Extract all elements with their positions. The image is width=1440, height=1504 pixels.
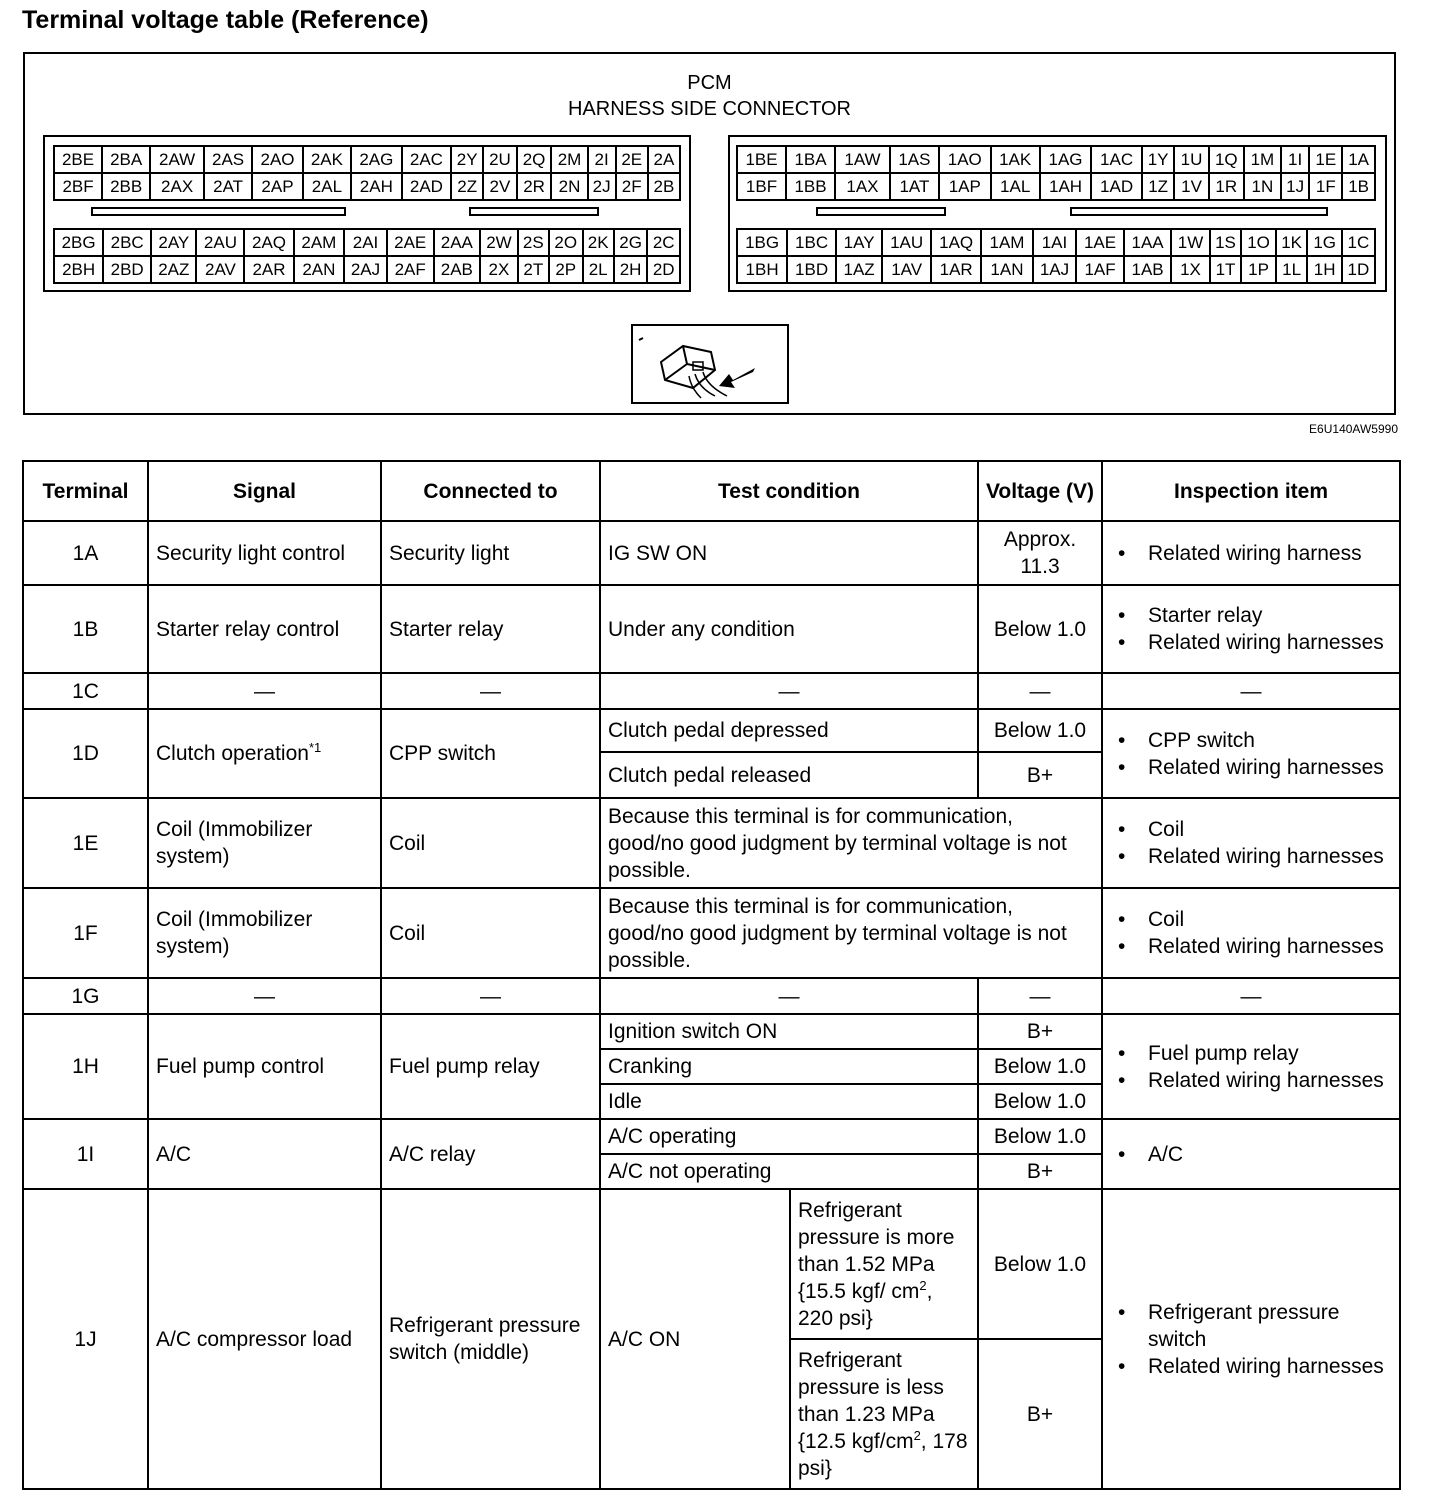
inspection-item: • Fuel pump relay <box>1148 1040 1392 1067</box>
connector-pin: 1AR <box>931 256 981 283</box>
voltage-cell: B+ <box>978 1014 1102 1049</box>
table-row <box>23 709 1400 752</box>
dash-cell: — <box>1102 978 1400 1014</box>
voltage-cell: B+ <box>978 1339 1102 1489</box>
footnote-mark: *1 <box>308 740 322 755</box>
connector-pin: 1D <box>1342 256 1375 283</box>
connector-pin: 1AI <box>1033 229 1077 256</box>
signal-cell: Coil (Immobilizer system) <box>148 888 381 978</box>
connector-pin: 1AO <box>939 146 991 173</box>
condition-cell: Under any condition <box>600 585 978 673</box>
connector-pin: 2R <box>517 173 552 200</box>
connector-pin: 2AB <box>434 256 481 283</box>
right-connector-upper-block <box>736 145 1376 201</box>
terminal-cell: 1C <box>23 673 148 709</box>
condition-cell: Clutch pedal released <box>600 752 978 798</box>
inspection-item: • Related wiring harnesses <box>1148 1067 1392 1094</box>
connector-pin: 1B <box>1342 173 1375 200</box>
note-cell: Because this terminal is for communication, good/no good judgment by terminal voltage is not possible. <box>600 888 1102 978</box>
connector-pin: 1AW <box>835 146 890 173</box>
signal-cell: Coil (Immobilizer system) <box>148 798 381 888</box>
connector-diagram <box>23 52 1396 415</box>
dash-cell: — <box>600 673 978 709</box>
figure-code: E6U140AW5990 <box>1309 422 1398 436</box>
sub-condition-cell <box>790 1339 978 1489</box>
connector-pin: 2AM <box>294 229 345 256</box>
connector-pin: 1A <box>1342 146 1375 173</box>
inspection-cell <box>1102 521 1400 585</box>
connector-pin: 2AF <box>387 256 434 283</box>
connector-pin: 2M <box>551 146 587 173</box>
connected-to-cell: CPP switch <box>381 709 600 798</box>
connector-pin: 1X <box>1171 256 1209 283</box>
latch-marker <box>469 207 599 216</box>
sub-condition-text: Refrigerant pressure is less than 1.23 MPa {12.5 kgf/cm <box>798 1348 944 1453</box>
connector-pin: 1K <box>1276 229 1308 256</box>
connector-pin: 2X <box>480 256 518 283</box>
voltage-cell: Below 1.0 <box>978 1189 1102 1339</box>
connector-pin: 2AN <box>294 256 345 283</box>
superscript: 2 <box>913 1427 921 1443</box>
dash-cell: — <box>600 978 978 1014</box>
sub-condition-tail: , 220 psi} <box>798 1279 933 1330</box>
connector-pin: 2AJ <box>344 256 387 283</box>
inspection-item: • Starter relay <box>1148 602 1392 629</box>
connector-pin: 1AE <box>1076 229 1124 256</box>
connector-pin: 2K <box>583 229 614 256</box>
inspection-cell <box>1102 709 1400 798</box>
connector-pin: 2BE <box>54 146 102 173</box>
terminal-cell: 1H <box>23 1014 148 1119</box>
connector-pin: 2AD <box>402 173 451 200</box>
connector-pin: 1G <box>1307 229 1341 256</box>
connector-pin: 1O <box>1241 229 1275 256</box>
connector-pin: 2AZ <box>151 256 196 283</box>
connector-pin: 1BB <box>786 173 835 200</box>
inspection-item: • Related wiring harnesses <box>1148 629 1392 656</box>
connector-pin: 2BB <box>102 173 150 200</box>
connector-pin: 1AA <box>1124 229 1172 256</box>
signal-text: Clutch operation <box>156 742 309 765</box>
connector-pin: 1BH <box>737 256 787 283</box>
condition-cell: Idle <box>600 1084 978 1119</box>
condition-cell: Cranking <box>600 1049 978 1084</box>
connector-pin: 1C <box>1342 229 1375 256</box>
connector-pin: 2BD <box>103 256 151 283</box>
inspection-cell <box>1102 1189 1400 1489</box>
inspection-item: • Related wiring harnesses <box>1148 754 1392 781</box>
connector-pin: 1AM <box>981 229 1032 256</box>
left-connector-lower-block <box>53 228 681 284</box>
left-connector-pin-row <box>54 229 680 256</box>
connected-to-cell: Coil <box>381 798 600 888</box>
inspection-item: • Coil <box>1148 816 1392 843</box>
connector-pin: 2Q <box>517 146 552 173</box>
connector-pin: 1BF <box>737 173 786 200</box>
left-connector-pin-row <box>54 146 680 173</box>
connected-to-cell: Starter relay <box>381 585 600 673</box>
inspection-item: • Coil <box>1148 906 1392 933</box>
header-connected-to: Connected to <box>381 461 600 521</box>
connector-pin: 1BE <box>737 146 786 173</box>
terminal-cell: 1D <box>23 709 148 798</box>
connector-pin: 2Y <box>451 146 483 173</box>
inspection-cell <box>1102 888 1400 978</box>
connector-pin: 2AY <box>151 229 196 256</box>
connector-pin: 1BD <box>787 256 836 283</box>
condition-cell: IG SW ON <box>600 521 978 585</box>
connector-pin: 2AO <box>252 146 303 173</box>
connector-pin: 1AJ <box>1033 256 1077 283</box>
note-cell: Because this terminal is for communication, good/no good judgment by terminal voltage is not possible. <box>600 798 1102 888</box>
left-connector <box>43 135 691 292</box>
header-terminal: Terminal <box>23 461 148 521</box>
connector-pin: 2AP <box>252 173 303 200</box>
connector-pin: 1AZ <box>836 256 882 283</box>
connector-pin: 1AL <box>991 173 1040 200</box>
connector-pin: 2BG <box>54 229 103 256</box>
connector-pin: 1T <box>1210 256 1242 283</box>
latch-marker <box>816 207 946 216</box>
connector-pin: 1AB <box>1124 256 1172 283</box>
connector-pin: 2AH <box>351 173 402 200</box>
connector-pin: 1U <box>1174 146 1208 173</box>
sub-condition-cell <box>790 1189 978 1339</box>
connector-pin: 1F <box>1309 173 1342 200</box>
connector-pin: 2A <box>648 146 680 173</box>
signal-cell: A/C <box>148 1119 381 1189</box>
harness-side-view-icon <box>631 324 789 404</box>
connector-pin: 2AE <box>387 229 434 256</box>
connector-pin: 2BC <box>103 229 151 256</box>
connector-pin: 2AI <box>344 229 387 256</box>
table-row <box>23 1014 1400 1049</box>
connector-pin: 2V <box>483 173 516 200</box>
connector-pin: 1BC <box>787 229 836 256</box>
connector-pin: 1S <box>1210 229 1242 256</box>
connector-pin: 1AN <box>981 256 1032 283</box>
right-connector-pin-row <box>737 146 1375 173</box>
connector-pin: 2G <box>614 229 648 256</box>
connector-pin: 2AC <box>402 146 451 173</box>
inspection-cell <box>1102 798 1400 888</box>
connected-to-cell: Fuel pump relay <box>381 1014 600 1119</box>
condition-cell: A/C ON <box>600 1189 790 1489</box>
voltage-cell: B+ <box>978 752 1102 798</box>
condition-cell: Clutch pedal depressed <box>600 709 978 752</box>
voltage-cell: Below 1.0 <box>978 1119 1102 1154</box>
terminal-voltage-table <box>22 460 1401 1490</box>
connector-pin: 1Z <box>1142 173 1175 200</box>
inspection-item: • Refrigerant pressure switch <box>1148 1299 1392 1353</box>
inspection-item: • Related wiring harness <box>1148 540 1392 567</box>
connector-pin: 1P <box>1241 256 1275 283</box>
connector-pin: 2U <box>483 146 516 173</box>
voltage-cell: Below 1.0 <box>978 709 1102 752</box>
connector-pin: 2AG <box>351 146 402 173</box>
voltage-cell: Approx. 11.3 <box>978 521 1102 585</box>
page-title: Terminal voltage table (Reference) <box>22 6 429 34</box>
table-row <box>23 585 1400 673</box>
terminal-cell: 1J <box>23 1189 148 1489</box>
connector-pin: 2AA <box>434 229 481 256</box>
connector-pin: 2P <box>549 256 583 283</box>
connector-pin: 2L <box>583 256 614 283</box>
dash-cell: — <box>1102 673 1400 709</box>
connector-pin: 1AK <box>991 146 1040 173</box>
connector-pin: 2J <box>588 173 616 200</box>
header-signal: Signal <box>148 461 381 521</box>
inspection-item: • Related wiring harnesses <box>1148 843 1392 870</box>
superscript: 2 <box>919 1277 927 1293</box>
terminal-cell: 1E <box>23 798 148 888</box>
signal-cell: Security light control <box>148 521 381 585</box>
connected-to-cell: Refrigerant pressure switch (middle) <box>381 1189 600 1489</box>
condition-cell: Ignition switch ON <box>600 1014 978 1049</box>
sub-condition-tail: , 178 psi} <box>798 1429 968 1480</box>
header-test-condition: Test condition <box>600 461 978 521</box>
left-connector-upper-block <box>53 145 681 201</box>
terminal-cell: 1I <box>23 1119 148 1189</box>
connector-pin: 1J <box>1281 173 1310 200</box>
connector-pin: 2H <box>614 256 648 283</box>
connector-pin: 2E <box>616 146 648 173</box>
dash-cell: — <box>148 673 381 709</box>
connector-pin: 2C <box>647 229 680 256</box>
connector-pin: 2AQ <box>244 229 293 256</box>
connector-pin: 1H <box>1307 256 1341 283</box>
connector-pin: 1R <box>1209 173 1244 200</box>
connector-pin: 2BH <box>54 256 103 283</box>
right-connector <box>728 135 1387 292</box>
connector-pin: 1AT <box>890 173 939 200</box>
connector-pin: 1V <box>1174 173 1208 200</box>
signal-cell: Fuel pump control <box>148 1014 381 1119</box>
connector-pin: 2AK <box>303 146 351 173</box>
table-row <box>23 1189 1400 1339</box>
left-connector-pin-row <box>54 256 680 283</box>
connector-pin: 1BA <box>786 146 835 173</box>
connector-pin: 1AH <box>1040 173 1092 200</box>
connector-pin: 2BA <box>102 146 150 173</box>
table-row <box>23 888 1400 978</box>
connector-pin: 2AV <box>196 256 244 283</box>
connector-pin: 1AP <box>939 173 991 200</box>
connector-pin: 2Z <box>451 173 483 200</box>
table-row <box>23 978 1400 1014</box>
connector-pin: 1AV <box>882 256 931 283</box>
table-row <box>23 798 1400 888</box>
table-row <box>23 521 1400 585</box>
connector-pin: 2O <box>549 229 583 256</box>
connector-pin: 2S <box>518 229 549 256</box>
voltage-cell: Below 1.0 <box>978 585 1102 673</box>
connector-pin: 2AL <box>303 173 351 200</box>
connected-to-cell: Coil <box>381 888 600 978</box>
connector-pin: 1AQ <box>931 229 981 256</box>
connector-pin: 1E <box>1309 146 1342 173</box>
inspection-cell <box>1102 1014 1400 1119</box>
inspection-item: • Related wiring harnesses <box>1148 1353 1392 1380</box>
table-row <box>23 1119 1400 1154</box>
sub-condition-unit: cm <box>891 1279 920 1303</box>
connector-pin: 2I <box>588 146 616 173</box>
inspection-item: • A/C <box>1148 1141 1392 1168</box>
terminal-cell: 1B <box>23 585 148 673</box>
diagram-title-pcm: PCM <box>687 72 732 94</box>
connected-to-cell: A/C relay <box>381 1119 600 1189</box>
connector-pin: 2AT <box>204 173 252 200</box>
connector-pin: 1AS <box>890 146 939 173</box>
inspection-cell <box>1102 1119 1400 1189</box>
connector-pin: 1I <box>1281 146 1310 173</box>
connector-pin: 2AR <box>244 256 293 283</box>
condition-cell: A/C operating <box>600 1119 978 1154</box>
connector-pin: 2T <box>518 256 549 283</box>
dash-cell: — <box>978 978 1102 1014</box>
right-connector-pin-row <box>737 256 1375 283</box>
dash-cell: — <box>148 978 381 1014</box>
connector-pin: 1AD <box>1091 173 1141 200</box>
terminal-cell: 1F <box>23 888 148 978</box>
sub-condition-text: Refrigerant pressure is more than 1.52 MPa {15.5 kgf/ <box>798 1198 955 1303</box>
connector-pin: 1M <box>1244 146 1281 173</box>
signal-cell: A/C compressor load <box>148 1189 381 1489</box>
signal-cell <box>148 709 381 798</box>
connector-pin: 1AU <box>882 229 931 256</box>
latch-marker <box>91 207 346 216</box>
connector-pin: 1AY <box>836 229 882 256</box>
connector-pin: 2AX <box>150 173 204 200</box>
connector-pin: 1AX <box>835 173 890 200</box>
connector-pin: 2F <box>616 173 648 200</box>
terminal-cell: 1G <box>23 978 148 1014</box>
diagram-title-connector: HARNESS SIDE CONNECTOR <box>567 98 851 120</box>
left-connector-pin-row <box>54 173 680 200</box>
connector-pin: 1W <box>1171 229 1209 256</box>
connector-pin: 2AS <box>204 146 252 173</box>
dash-cell: — <box>978 673 1102 709</box>
connector-pin: 1L <box>1276 256 1308 283</box>
right-connector-lower-block <box>736 228 1376 284</box>
connector-pin: 1AF <box>1076 256 1124 283</box>
connected-to-cell: Security light <box>381 521 600 585</box>
signal-cell: Starter relay control <box>148 585 381 673</box>
inspection-item: • Related wiring harnesses <box>1148 933 1392 960</box>
condition-cell: A/C not operating <box>600 1154 978 1189</box>
connector-pin: 1N <box>1244 173 1281 200</box>
connector-pin: 2BF <box>54 173 102 200</box>
dash-cell: — <box>381 673 600 709</box>
table-header-row <box>23 461 1400 521</box>
connector-pin: 1BG <box>737 229 787 256</box>
latch-marker <box>1070 207 1328 216</box>
connector-pin: 2N <box>551 173 587 200</box>
connector-pin: 2D <box>647 256 680 283</box>
voltage-cell: Below 1.0 <box>978 1084 1102 1119</box>
right-connector-pin-row <box>737 229 1375 256</box>
connector-pin: 1Q <box>1209 146 1244 173</box>
inspection-item: • CPP switch <box>1148 727 1392 754</box>
right-connector-pin-row <box>737 173 1375 200</box>
dash-cell: — <box>381 978 600 1014</box>
voltage-cell: Below 1.0 <box>978 1049 1102 1084</box>
connector-pin: 1Y <box>1142 146 1175 173</box>
table-row <box>23 673 1400 709</box>
connector-pin: 1AG <box>1040 146 1092 173</box>
connector-pin: 2AW <box>150 146 204 173</box>
voltage-cell: B+ <box>978 1154 1102 1189</box>
header-voltage: Voltage (V) <box>978 461 1102 521</box>
connector-pin: 2W <box>480 229 518 256</box>
connector-pin: 2AU <box>196 229 244 256</box>
inspection-cell <box>1102 585 1400 673</box>
connector-pin: 2B <box>648 173 680 200</box>
terminal-cell: 1A <box>23 521 148 585</box>
header-inspection-item: Inspection item <box>1102 461 1400 521</box>
connector-pin: 1AC <box>1091 146 1141 173</box>
